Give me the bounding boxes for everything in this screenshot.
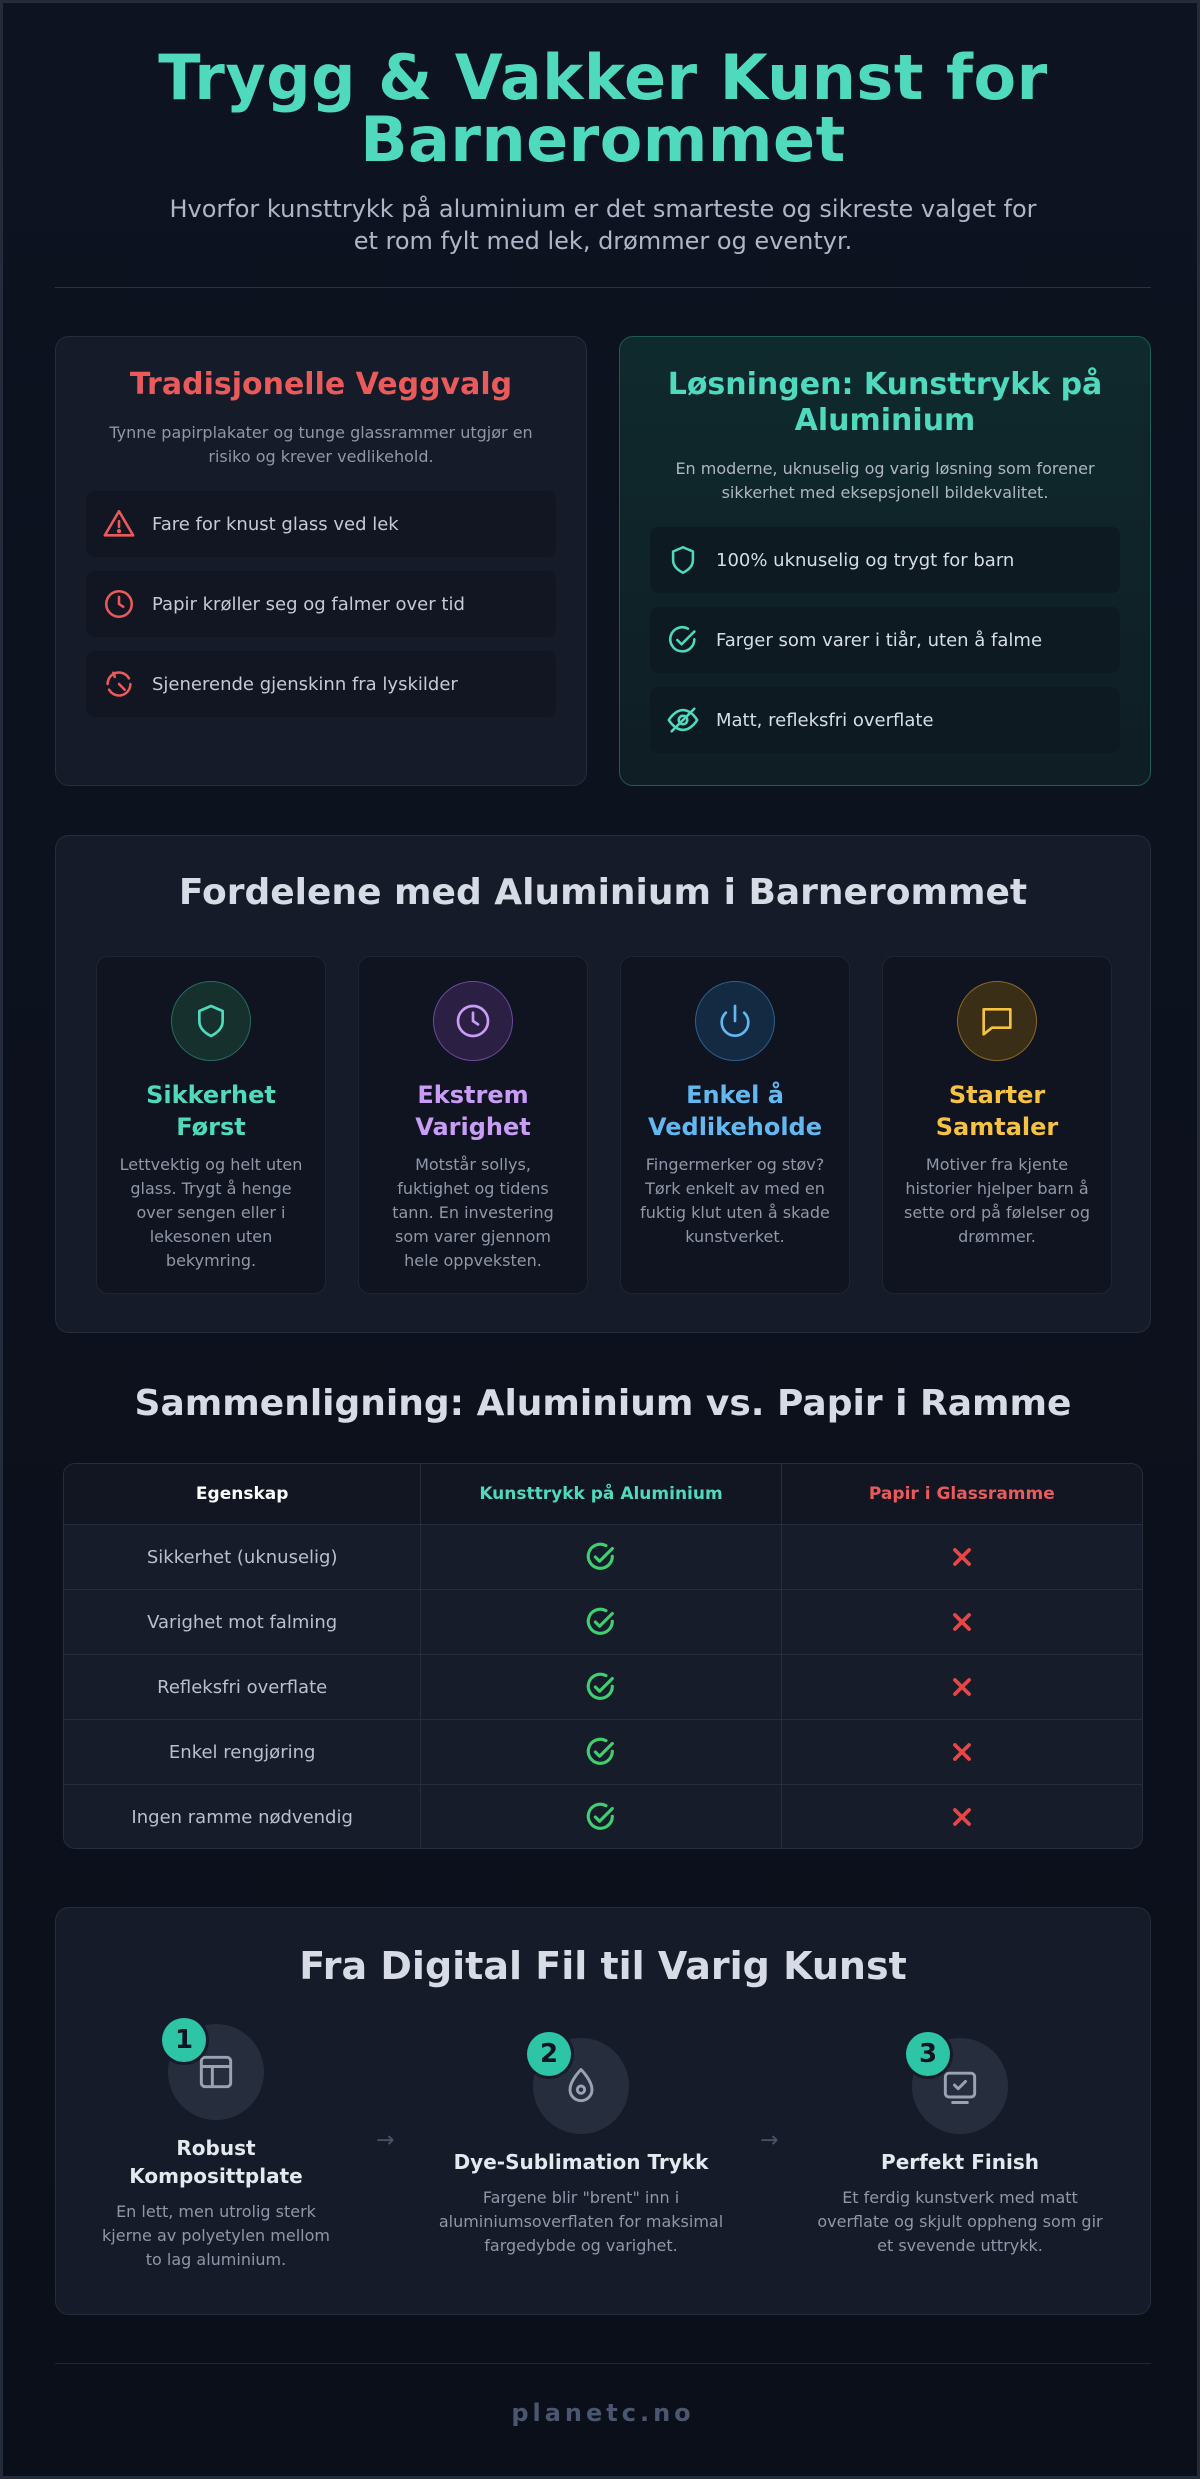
divider (55, 287, 1151, 288)
traditional-item (86, 651, 556, 717)
check-circle-icon (666, 623, 700, 657)
column-header: Kunsttrykk på Aluminium (421, 1464, 781, 1524)
traditional-item-label: Fare for knust glass ved lek (152, 513, 399, 535)
row-label: Varighet mot falming (64, 1590, 421, 1654)
process-step (96, 2024, 336, 2272)
row-label: Sikkerhet (uknuselig) (64, 1525, 421, 1589)
eye-off-icon (666, 703, 700, 737)
step-title: Robust Komposittplate (129, 2136, 303, 2188)
arrow-right-icon: → (760, 2128, 779, 2153)
traditional-item (86, 491, 556, 557)
frame-check-icon (938, 2064, 982, 2108)
benefit-card (620, 956, 850, 1294)
solution-title: Løsningen: Kunsttrykk på Aluminium (667, 367, 1103, 438)
process-section (55, 1907, 1151, 2315)
step-title: Perfekt Finish (881, 2150, 1039, 2174)
traditional-item (86, 571, 556, 637)
traditional-title: Tradisjonelle Veggvalg (129, 367, 513, 402)
warning-icon (102, 507, 136, 541)
process-title: Fra Digital Fil til Varig Kunst (299, 1944, 907, 1988)
cross-icon (945, 1670, 979, 1704)
step-number: 3 (906, 2032, 950, 2076)
traditional-panel (55, 336, 587, 786)
step-description: Et ferdig kunstverk med matt overflate og skjult oppheng som gir et svevende uttrykk. (817, 2188, 1103, 2255)
check-icon (584, 1800, 618, 1834)
benefit-description: Lettvektig og helt uten glass. Trygt å henge over sengen eller i lekesonen uten bekymring. (119, 1155, 303, 1270)
benefit-card (882, 956, 1112, 1294)
table-row (64, 1524, 1142, 1589)
cross-icon (945, 1605, 979, 1639)
glare-icon (102, 667, 136, 701)
shield-icon (191, 1001, 231, 1041)
benefit-description: Fingermerker og støv? Tørk enkelt av med en fuktig klut uten å skade kunstverket. (640, 1155, 830, 1246)
traditional-item-label: Sjenerende gjenskinn fra lyskilder (152, 673, 458, 695)
divider (55, 2363, 1151, 2364)
step-number: 2 (527, 2032, 571, 2076)
benefits-section (55, 835, 1151, 1333)
traditional-item-label: Papir krøller seg og falmer over tid (152, 593, 465, 615)
benefit-description: Motiver fra kjente historier hjelper barn å sette ord på følelser og drømmer. (904, 1155, 1090, 1246)
solution-panel (619, 336, 1151, 786)
process-step (426, 2038, 736, 2258)
footer-brand[interactable]: planetc.no (511, 2399, 695, 2427)
solution-description: En moderne, uknuselig og varig løsning som forener sikkerhet med eksepsjonell bildekvalitet. (675, 459, 1095, 502)
step-description: En lett, men utrolig sterk kjerne av polyetylen mellom to lag aluminium. (102, 2202, 330, 2269)
solution-item-label: Farger som varer i tiår, uten å falme (716, 629, 1043, 651)
solution-item-label: 100% uknuselig og trygt for barn (716, 549, 1015, 571)
benefit-card (358, 956, 588, 1294)
step-description: Fargene blir "brent" inn i aluminiumsoverflaten for maksimal fargedybde og varighet. (438, 2188, 724, 2255)
benefit-card (96, 956, 326, 1294)
solution-item (650, 687, 1120, 753)
benefit-title: Starter Samtaler (935, 1081, 1059, 1141)
cross-icon (945, 1800, 979, 1834)
droplet-icon (559, 2064, 603, 2108)
header (55, 41, 1151, 257)
benefit-title: Sikkerhet Først (146, 1081, 276, 1141)
benefit-title: Ekstrem Varighet (415, 1081, 531, 1141)
table-header (64, 1464, 1142, 1524)
table-row (64, 1784, 1142, 1849)
benefit-description: Motstår sollys, fuktighet og tidens tann. En investering som varer gjennom hele oppveksten. (392, 1155, 554, 1270)
chat-icon (977, 1001, 1017, 1041)
process-step (812, 2038, 1108, 2258)
cross-icon (945, 1540, 979, 1574)
layout-icon (194, 2050, 238, 2094)
column-header: Egenskap (64, 1464, 421, 1524)
comparison-table (63, 1463, 1143, 1849)
benefits-title: Fordelene med Aluminium i Barnerommet (178, 872, 1028, 913)
benefit-title: Enkel å Vedlikeholde (647, 1081, 823, 1141)
table-row (64, 1654, 1142, 1719)
row-label: Refleksfri overflate (64, 1655, 421, 1719)
check-icon (584, 1540, 618, 1574)
step-title: Dye-Sublimation Trykk (453, 2150, 709, 2174)
check-icon (584, 1670, 618, 1704)
traditional-description: Tynne papirplakater og tunge glassrammer utgjør en risiko og krever vedlikehold. (109, 423, 533, 466)
step-number: 1 (162, 2018, 206, 2062)
comparison-title: Sammenligning: Aluminium vs. Papir i Ramme (134, 1383, 1072, 1424)
solution-item-label: Matt, refleksfri overflate (716, 709, 934, 731)
solution-item (650, 527, 1120, 593)
solution-item (650, 607, 1120, 673)
clock-icon (453, 1001, 493, 1041)
shield-icon (666, 543, 700, 577)
cross-icon (945, 1735, 979, 1769)
table-row (64, 1719, 1142, 1784)
clock-icon (102, 587, 136, 621)
page-title: Trygg & Vakker Kunst for Barnerommet (158, 41, 1048, 176)
row-label: Ingen ramme nødvendig (64, 1785, 421, 1849)
table-row (64, 1589, 1142, 1654)
row-label: Enkel rengjøring (64, 1720, 421, 1784)
check-icon (584, 1605, 618, 1639)
arrow-right-icon: → (376, 2128, 395, 2153)
power-icon (715, 1001, 755, 1041)
page-subtitle: Hvorfor kunsttrykk på aluminium er det smarteste og sikreste valget for et rom fylt med lek, drømmer og eventyr. (169, 195, 1037, 255)
check-icon (584, 1735, 618, 1769)
column-header: Papir i Glassramme (868, 1484, 1055, 1504)
